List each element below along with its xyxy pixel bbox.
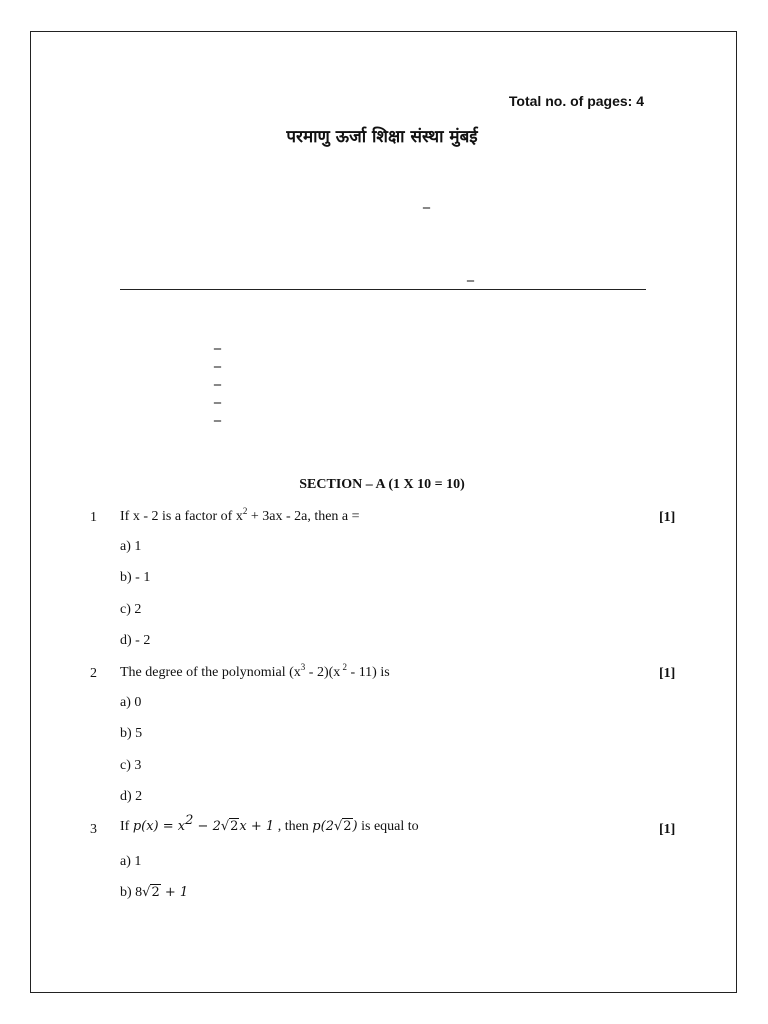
question-text: The degree of the polynomial $(x^3 - 2)(x$ $^2$ - 11) is <box>120 662 390 680</box>
option: b) 5 <box>120 726 143 741</box>
header-rule <box>120 289 646 290</box>
option: b) - 1 <box>120 570 151 585</box>
option: c) 3 <box>120 758 142 773</box>
question-text: If $p(x) = x^2 - 2√2x + 1$ , then p(2√2) is equal to <box>120 813 419 834</box>
question-marks: [1] <box>659 666 676 681</box>
question-marks: [1] <box>659 510 676 525</box>
option: a) 1 <box>120 539 142 554</box>
option: a) 1 <box>120 854 142 869</box>
option: a) 0 <box>120 695 142 710</box>
blank-mark: _ <box>423 193 430 209</box>
blank-mark: _ <box>214 352 221 368</box>
option: d) - 2 <box>120 633 151 648</box>
blank-mark: _ <box>214 406 221 422</box>
question-number: 3 <box>90 822 97 837</box>
blank-mark: _ <box>214 388 221 404</box>
blank-mark: _ <box>214 370 221 386</box>
option: c) 2 <box>120 602 142 617</box>
blank-mark: _ <box>214 334 221 350</box>
question-number: 1 <box>90 510 97 525</box>
blank-mark: _ <box>467 266 474 282</box>
option: b) 8√2 + 1 <box>120 885 189 900</box>
section-title: SECTION – A (1 X 10 = 10) <box>299 477 465 492</box>
option: d) 2 <box>120 789 143 804</box>
total-pages: Total no. of pages: 4 <box>508 93 644 109</box>
question-number: 2 <box>90 666 97 681</box>
question-text: If x - 2 is a factor of $x^2 + 3ax - 2a$, then a = <box>120 506 360 524</box>
institute-name: परमाणु ऊर्जा शिक्षा संस्था मुंबई <box>286 127 478 147</box>
question-marks: [1] <box>659 822 676 837</box>
